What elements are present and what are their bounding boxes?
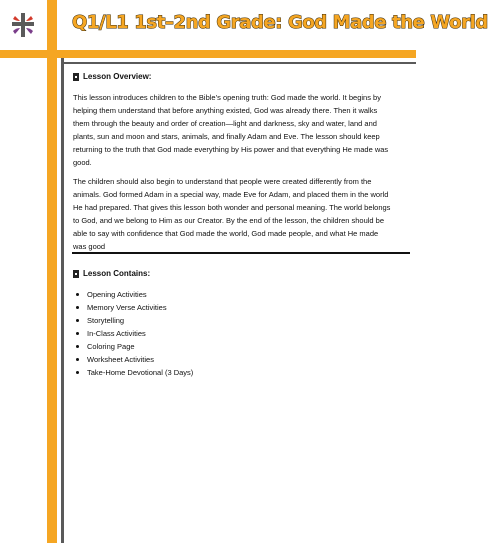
page-title: Q1/L1 1st–2nd Grade: God Made the World (72, 12, 488, 33)
lesson-contains-list (73, 288, 393, 379)
lesson-overview-heading (73, 72, 393, 81)
lesson-overview-heading-text: Lesson Overview: (83, 72, 152, 81)
list-item: Coloring Page (73, 340, 393, 353)
cross-horizontal-inner-gray (61, 62, 416, 64)
document-icon (73, 270, 79, 278)
list-item: Take-Home Devotional (3 Days) (73, 366, 393, 379)
lesson-contains-heading-text: Lesson Contains: (83, 269, 151, 278)
overview-paragraph-1: This lesson introduces children to the Bible’s opening truth: God made the world. It begins by helping them understand that before anything existed, God was already there. Then it walks them through the beauty and order of creation—light and darkness, sky and water, land and plants, sun and moon and stars, animals, and finally Adam and Eve. The lesson should keep returning to the truth that God made everything by His power and that everything He made was good. (73, 93, 389, 167)
cross-vertical-bar (47, 0, 57, 543)
cross-flame-logo-icon (8, 10, 38, 40)
cross-horizontal-bar (0, 50, 416, 58)
section-divider (72, 252, 410, 254)
list-item: Worksheet Activities (73, 353, 393, 366)
lesson-contains-heading (73, 269, 393, 278)
cross-vertical-inner-gray (61, 58, 64, 543)
document-icon (73, 73, 79, 81)
list-item: In-Class Activities (73, 327, 393, 340)
list-item: Memory Verse Activities (73, 301, 393, 314)
list-item: Opening Activities (73, 288, 393, 301)
lesson-contains-section (73, 269, 393, 379)
lesson-overview-section (73, 72, 393, 259)
list-item: Storytelling (73, 314, 393, 327)
overview-paragraph-2: The children should also begin to understand that people were created differently from the animals. God formed Adam in a special way, made Eve for Adam, and placed them in the world He had prepared. That gives this lesson both wonder and personal meaning. The world belongs to God, and we belong to Him as our Creator. By the end of the lesson, the children should be able to say with confidence that God made the world, God made people, and what He made was good (73, 177, 391, 251)
